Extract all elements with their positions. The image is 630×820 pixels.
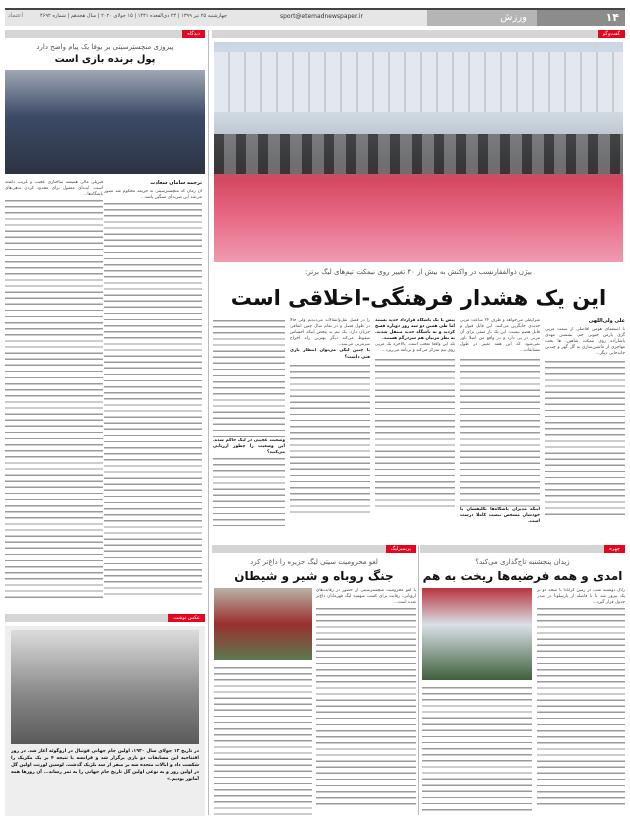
byline: ترجمه سامان سعادت	[150, 180, 202, 186]
city-subtitle: لغو محرومیت سیتی لیگ جزیره را داغ‌تر کرد	[250, 558, 378, 566]
text-block	[545, 359, 625, 519]
text-block	[316, 606, 416, 806]
text-block	[213, 456, 285, 526]
section-tag: دیدگاه	[182, 30, 205, 38]
paragraph: رئال دوشنبه شب در زمین گرانادا با نتیجه دو بر یک پیروز شد تا با فاصله از بارسلونا در صدر جدول قرار گیرد...	[537, 588, 625, 606]
zidane-subtitle: زیدان پنجشنبه تاج‌گذاری می‌کند؟	[475, 558, 570, 566]
author-name: علی ولی‌اللهی	[588, 318, 625, 324]
text-block	[104, 201, 202, 596]
interview-headline: این یک هشدار فرهنگی-اخلاقی است	[230, 286, 607, 310]
question: وضعیت عجیبی در لیگ حاکم شده. این وضعیت را چطور ارزیابی می‌کنید؟	[213, 438, 285, 456]
opinion-column-right	[104, 180, 202, 605]
city-headline: جنگ روباه و شیر و شیطان	[234, 569, 394, 583]
opinion-headline: پول برنده بازی است	[54, 54, 156, 65]
question: پیش یا یک باشگاه قرارداد جدید بستند اما طی همین دو سه روز دوباره فسخ کردند و به باشگاه جدید منتقل شدند. به نظر مربیان هم سردرگم هستند.	[375, 318, 455, 342]
paragraph: با استعفای هومن افاضلی از سمت مربی گری پارس جنوبی جم، نشستن مهدی پاشازاده روی نیمکت شاهین، ها بحث مهاجری از ماشین‌سازی به گل گهر و چندین جابه‌جایی دیگر...	[545, 327, 625, 357]
paragraph: شرایطی می‌خواهد و ظرف ۲۴ ساعت مربی جدیدی جایگزین می‌کنند. این قابل قبول و قابل هضم نیست. این یک بار منفی برای آن مربی در پی دارد و در واقع من اصلا باور نمی‌شود که این همه تغییر در طول مسابقات...	[460, 318, 540, 354]
photo-note-box	[5, 626, 205, 816]
1930-world-cup-team-photo	[11, 630, 199, 744]
section-bar-face	[420, 545, 625, 553]
interview-column-5	[213, 318, 285, 528]
zidane-text	[537, 588, 625, 816]
divider	[208, 30, 209, 815]
section-tag: عکس نوشت	[168, 614, 205, 622]
paragraph: آن زمان که منچسترسیتی به جریمه محکوم شد تصور می‌شد این ضربه‌ای سنگین باشد...	[104, 189, 202, 201]
photo-caption: در تاریخ ۱۳ جولای سال ۱۹۳۰، اولین جام جهانی فوتبال در اروگوئه آغاز شد. در روز افتتاحیه این مسابقات دو بازی برگزار شد و فرانسه با نتیجه ۴ بر یک مکزیک را شکست داد و ایالات متحده سه بر صفر از سد بلژیک گذشت. لوسین لورنت اولین گل در اولین روز و به نوعی اولین گل تاریخ جام جهانی را به ثمر رساند... آن روزها همه آماتور بودیم.»	[11, 749, 199, 782]
question: با چنین لیگی می‌توان انتظار بازی فنی داشت؟	[290, 348, 370, 360]
section-bar-opinion	[5, 30, 205, 38]
interview-column-4	[290, 318, 370, 528]
interview-column-1	[545, 318, 625, 528]
text-block	[290, 363, 370, 513]
text-block	[213, 318, 285, 438]
section-tag: گفت‌وگو	[598, 30, 625, 38]
man-city-owners-photo	[5, 70, 205, 174]
interview-column-3	[375, 318, 455, 528]
text-block	[214, 665, 312, 815]
section-bar-photo-note	[5, 614, 205, 622]
opinion-column-left	[5, 180, 103, 605]
premier-league-photo	[214, 588, 312, 660]
text-block	[5, 198, 103, 598]
text-block	[460, 357, 540, 507]
paragraph: را در فصل نقل‌وانتقالات می‌دیدیم ولی حالا در طول فصل و در تمام سال چنین اتفاقی جریان دارد. یک تیم به محض اینکه احساس سقوط می‌کند دیگر بهترین راه اخراج سرمربی می‌بیند...	[290, 318, 370, 348]
section-tag: پریمیرلیگ	[386, 545, 416, 553]
section-title: ورزش	[427, 10, 537, 26]
city-text	[316, 588, 416, 816]
question: اینکه مدیران باشگاه‌ها تکلیفشان با خودشان مشخص نیست کاملا درست است.	[460, 506, 540, 524]
page-number: ۱۴	[537, 10, 625, 26]
interview-column-2	[460, 318, 540, 528]
logo: اعتماد	[8, 12, 24, 19]
text-block	[422, 685, 532, 815]
paragraph: فیرپلی مالی همیشه ساختاری عجیب و غریب داشته است. ایده‌ای معقول برای محدود کردن بدهی‌های باشگاه‌ها...	[5, 180, 103, 198]
paragraph: با لغو محرومیت منچسترسیتی از حضور در رقابت‌های اروپایی، رقابت برای کسب سهمیه لیگ قهرمانان داغ‌تر شده است...	[316, 588, 416, 606]
section-tag: چهره	[604, 545, 625, 553]
email-link[interactable]: sport@etemadnewspaper.ir	[280, 13, 363, 20]
issue-date: چهارشنبه ۲۵ تیر ۱۳۹۹ | ۲۴ ذی‌القعده ۱۴۴۱ | ۱۵ جولای ۲۰۲۰ | سال هجدهم | شماره ۴۶۹۲	[40, 13, 227, 19]
stadium-bench-photo	[214, 42, 623, 262]
interview-subtitle: بیژن ذوالفقارنسب در واکنش به بیش از ۴۰ تغییر روی نیمکت تیم‌های لیگ برتر:	[305, 268, 532, 276]
opinion-subtitle: پیروزی منچسترسیتی بر یوفا یک پیام واضح دارد	[36, 43, 174, 51]
zidane-headline: امدی و همه فرضیه‌ها ریخت به هم	[422, 569, 623, 583]
paragraph: بله این واقعا تعجب است. بالاخره یک مربی روی تیم تمرکز می‌کند و برنامه می‌ریزد...	[375, 342, 455, 354]
section-bar-interview	[212, 30, 625, 38]
text-block	[375, 357, 455, 507]
real-madrid-photo	[422, 588, 532, 680]
divider	[418, 545, 419, 815]
text-block	[537, 606, 625, 806]
section-bar-premier-league	[212, 545, 416, 553]
